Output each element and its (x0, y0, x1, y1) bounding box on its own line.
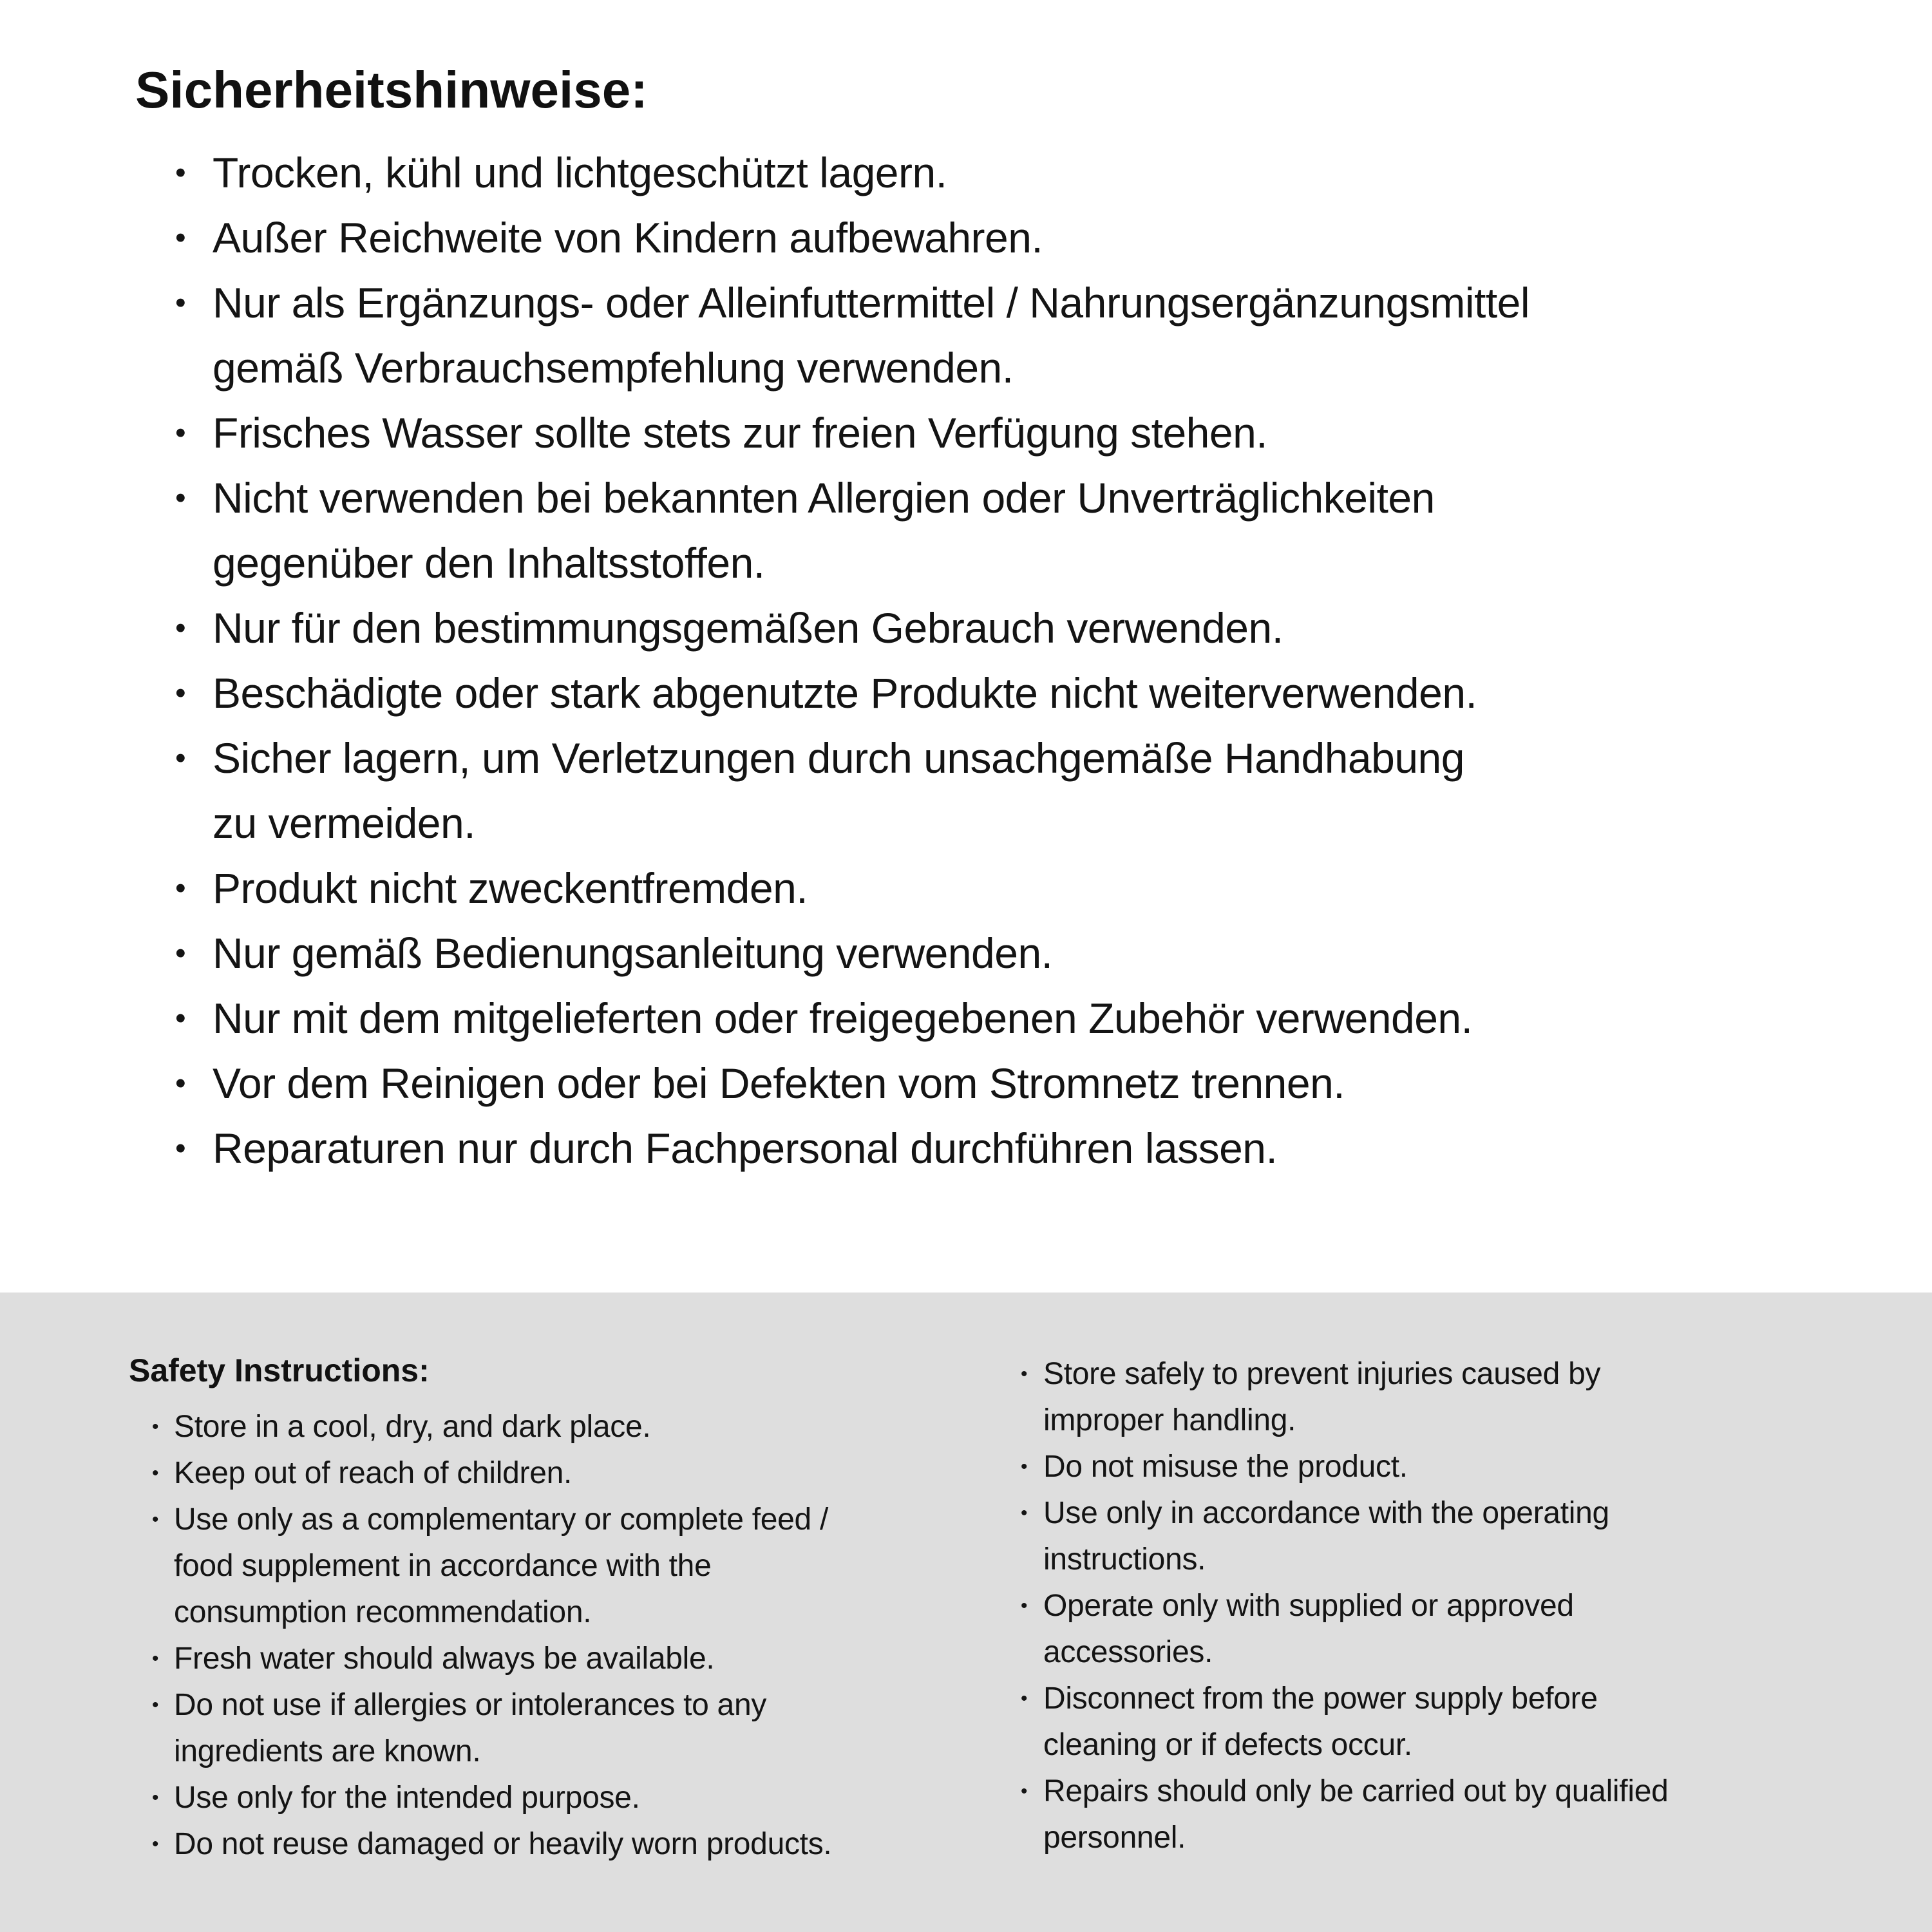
list-item-continuation: consumption recommendation. (174, 1595, 592, 1629)
list-item: • Nur gemäß Bedienungsanleitung verwenden. (175, 921, 1862, 986)
list-item: • Use only in accordance with the operating (1021, 1490, 1884, 1537)
german-bullet-list (175, 140, 1862, 1181)
list-item: • Frisches Wasser sollte stets zur freien Verfügung stehen. (175, 401, 1862, 466)
list-item: • Disconnect from the power supply before (1021, 1676, 1884, 1722)
list-item: • Nur mit dem mitgelieferten oder freigegebenen Zubehör verwenden. (175, 986, 1862, 1051)
list-item: • Store safely to prevent injuries caused by (1021, 1351, 1884, 1397)
english-bullet-list-left (152, 1404, 1015, 1868)
english-heading: Safety Instructions: (129, 1352, 430, 1388)
list-item-continuation: ingredients are known. (174, 1734, 481, 1768)
list-item: • Fresh water should always be available. (152, 1636, 1015, 1682)
list-item: • Vor dem Reinigen oder bei Defekten vom Stromnetz trennen. (175, 1051, 1862, 1116)
english-bullet-list-right (1021, 1351, 1884, 1861)
list-item-continuation: instructions. (1043, 1542, 1206, 1577)
list-item: • Operate only with supplied or approved (1021, 1583, 1884, 1629)
list-item: • Trocken, kühl und lichtgeschützt lagern. (175, 140, 1862, 205)
list-item: • Nur für den bestimmungsgemäßen Gebrauch verwenden. (175, 596, 1862, 661)
list-item: • Do not use if allergies or intolerances to any (152, 1682, 1015, 1728)
list-item-continuation: food supplement in accordance with the (174, 1549, 712, 1583)
list-item: • Nur als Ergänzungs- oder Alleinfuttermittel / Nahrungsergänzungsmittel (175, 270, 1862, 336)
list-item: • Beschädigte oder stark abgenutzte Produkte nicht weiterverwenden. (175, 661, 1862, 726)
list-item: • Nicht verwenden bei bekannten Allergien oder Unverträglichkeiten (175, 466, 1862, 531)
german-heading: Sicherheitshinweise: (135, 61, 648, 118)
list-item: • Use only for the intended purpose. (152, 1775, 1015, 1821)
list-item-continuation: cleaning or if defects occur. (1043, 1728, 1412, 1762)
list-item-continuation: improper handling. (1043, 1403, 1296, 1437)
list-item: • Repairs should only be carried out by qualified (1021, 1768, 1884, 1815)
list-item-continuation: accessories. (1043, 1635, 1213, 1669)
list-item: • Keep out of reach of children. (152, 1450, 1015, 1497)
list-item-continuation: gegenüber den Inhaltsstoffen. (213, 539, 765, 587)
list-item: • Sicher lagern, um Verletzungen durch unsachgemäße Handhabung (175, 726, 1862, 791)
list-item-continuation: gemäß Verbrauchsempfehlung verwenden. (213, 344, 1014, 392)
list-item: • Do not reuse damaged or heavily worn products. (152, 1821, 1015, 1868)
list-item: • Do not misuse the product. (1021, 1444, 1884, 1490)
list-item: • Store in a cool, dry, and dark place. (152, 1404, 1015, 1450)
list-item-continuation: zu vermeiden. (213, 799, 476, 847)
list-item-continuation: personnel. (1043, 1821, 1186, 1855)
list-item: • Reparaturen nur durch Fachpersonal durchführen lassen. (175, 1116, 1862, 1181)
list-item: • Produkt nicht zweckentfremden. (175, 856, 1862, 921)
list-item: • Außer Reichweite von Kindern aufbewahren. (175, 205, 1862, 270)
list-item: • Use only as a complementary or complete feed / (152, 1497, 1015, 1543)
